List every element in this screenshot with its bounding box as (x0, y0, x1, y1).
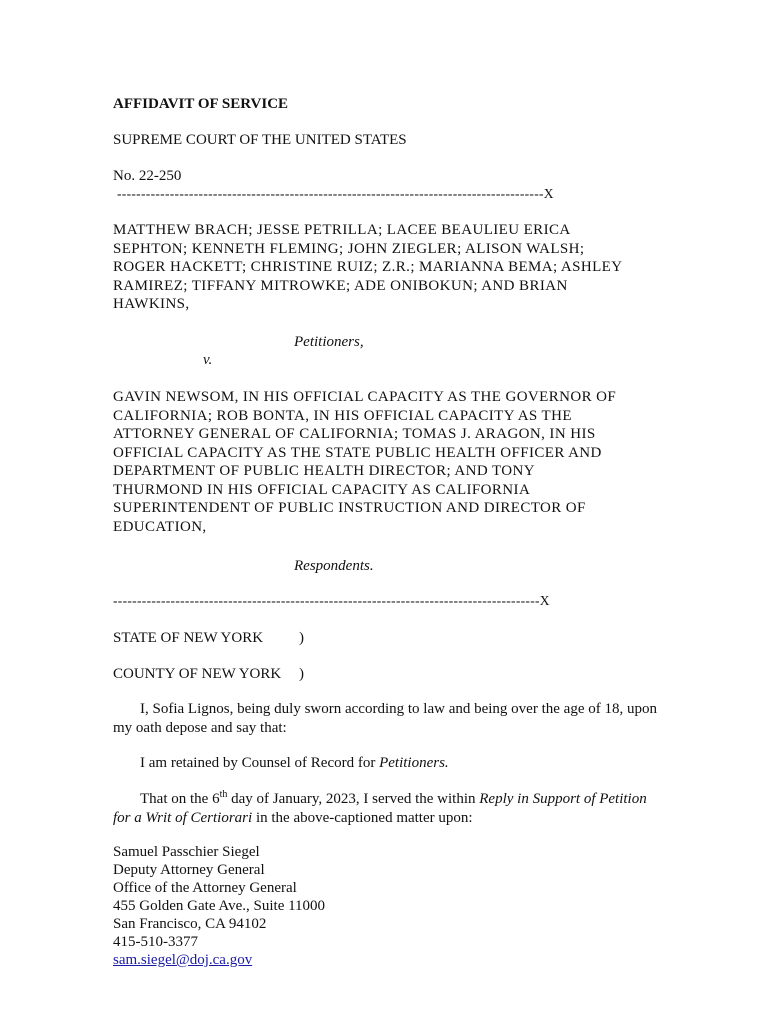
petitioners-line: RAMIREZ; TIFFANY MITROWKE; ADE ONIBOKUN; AND BRIAN (113, 277, 568, 294)
respondents-label: Respondents. (294, 558, 374, 574)
respondents-line: EDUCATION, (113, 518, 207, 535)
venue-state: STATE OF NEW YORK (113, 630, 264, 646)
docket-number: No. 22-250 (113, 168, 182, 184)
document-heading: AFFIDAVIT OF SERVICE (113, 96, 289, 112)
venue-state-paren: ) (299, 630, 304, 646)
recipient-phone: 415-510-3377 (113, 934, 198, 950)
venue-county: COUNTY OF NEW YORK (113, 666, 282, 682)
retained-party: Petitioners. (379, 755, 449, 771)
petitioners-line: SEPHTON; KENNETH FLEMING; JOHN ZIEGLER; ALISON WALSH; (113, 240, 585, 257)
petitioners-label: Petitioners, (294, 334, 364, 350)
oath-paragraph: I, Sofia Lignos, being duly sworn according to law and being over the age of 18, upon my oath depose and say that: (113, 701, 657, 736)
served-document-title: Reply in Support of Petition for a Writ of Certiorari (113, 791, 647, 826)
respondents-line: ATTORNEY GENERAL OF CALIFORNIA; TOMAS J. ARAGON, IN HIS (113, 426, 596, 442)
service-text-end: in the above-captioned matter upon: (252, 809, 473, 826)
recipient-city: San Francisco, CA 94102 (113, 916, 267, 932)
respondents-line: DEPARTMENT OF PUBLIC HEALTH DIRECTOR; AND TONY (113, 463, 535, 479)
retained-text: I am retained by Counsel of Record for (140, 755, 380, 771)
versus-label: v. (203, 352, 213, 368)
respondents-line: THURMOND IN HIS OFFICIAL CAPACITY AS CALIFORNIA (113, 481, 531, 498)
petitioners-line: HAWKINS, (113, 296, 190, 312)
service-paragraph (113, 790, 658, 827)
retained-paragraph (113, 754, 658, 773)
service-text-start: That on the 6 (140, 791, 220, 807)
recipient-name: Samuel Passchier Siegel (113, 844, 260, 860)
recipient-street: 455 Golden Gate Ave., Suite 11000 (113, 898, 326, 914)
respondents-line: CALIFORNIA; ROB BONTA, IN HIS OFFICIAL CAPACITY AS THE (113, 407, 572, 424)
petitioners-line: MATTHEW BRACH; JESSE PETRILLA; LACEE BEAULIEU ERICA (113, 222, 571, 238)
respondents-line: GAVIN NEWSOM, IN HIS OFFICIAL CAPACITY AS THE GOVERNOR OF (113, 389, 617, 405)
venue-county-paren: ) (299, 666, 304, 682)
caption-separator-bottom: -----------------------------------------------------------------------------------------X (113, 593, 550, 608)
service-ordinal-suffix: th (219, 789, 228, 800)
respondents-line: OFFICIAL CAPACITY AS THE STATE PUBLIC HEALTH OFFICER AND (113, 444, 602, 461)
respondents-line: SUPERINTENDENT OF PUBLIC INSTRUCTION AND DIRECTOR OF (113, 500, 586, 516)
recipient-email-link[interactable]: sam.siegel@doj.ca.gov (113, 952, 253, 968)
caption-separator-top: -----------------------------------------------------------------------------------------X (117, 186, 554, 201)
court-name: SUPREME COURT OF THE UNITED STATES (113, 132, 407, 148)
service-text-middle: day of January, 2023, I served the within (227, 791, 480, 807)
recipient-office: Office of the Attorney General (113, 880, 297, 896)
petitioners-line: ROGER HACKETT; CHRISTINE RUIZ; Z.R.; MARIANNA BEMA; ASHLEY (113, 259, 623, 275)
recipient-title: Deputy Attorney General (113, 862, 265, 878)
